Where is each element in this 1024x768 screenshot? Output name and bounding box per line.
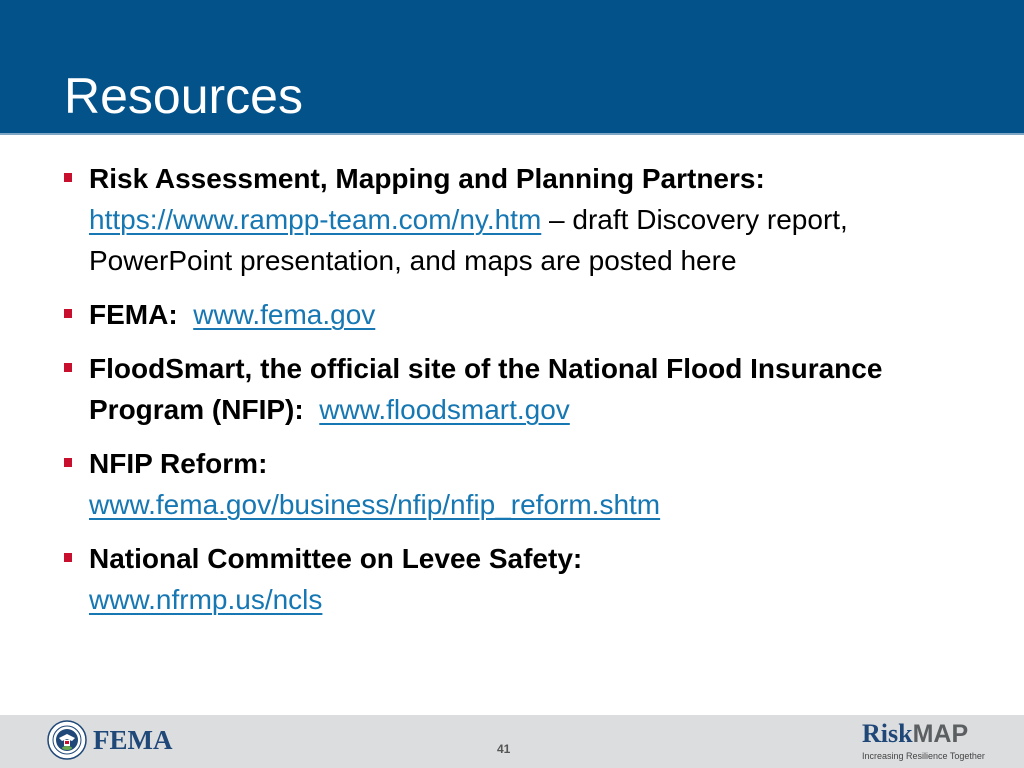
resource-list [62,158,962,620]
item-description: – draft Discovery report, PowerPoint presentation, and maps are posted here [89,204,848,276]
page-number: 41 [497,742,511,756]
square-bullet-icon [64,553,72,562]
square-bullet-icon [64,173,72,182]
dhs-seal-icon [47,720,87,760]
floodsmart-link[interactable]: www.floodsmart.gov [319,394,570,425]
title-bar [0,0,1024,135]
fema-logo [47,720,172,760]
square-bullet-icon [64,363,72,372]
fema-link[interactable]: www.fema.gov [193,299,376,330]
square-bullet-icon [64,309,72,318]
list-item-fema [62,294,962,335]
list-item-rampp [62,158,962,281]
item-label: FloodSmart, the official site of the National Flood Insurance Program (NFIP): [89,353,883,425]
riskmap-wordmark [862,721,977,751]
riskmap-tagline: Increasing Resilience Together [862,751,985,761]
list-item-nfip-reform [62,443,962,525]
slide-title: Resources [64,68,303,124]
item-label: FEMA: [89,299,178,330]
slide-content [62,158,962,633]
item-label: NFIP Reform: [89,448,268,479]
item-label: National Committee on Levee Safety: [89,543,583,574]
item-label: Risk Assessment, Mapping and Planning Partners: [89,163,765,194]
riskmap-risk-text: Risk [862,719,913,748]
fema-wordmark: FEMA [93,724,173,755]
nfip-reform-link[interactable]: www.fema.gov/business/nfip/nfip_reform.shtm [89,489,661,520]
square-bullet-icon [64,458,72,467]
riskmap-map-text: MAP [912,720,969,748]
list-item-floodsmart [62,348,962,430]
list-item-levee-safety [62,538,962,620]
riskmap-logo [862,719,985,761]
ncls-link[interactable]: www.nfrmp.us/ncls [89,584,323,615]
rampp-link[interactable]: https://www.rampp-team.com/ny.htm [89,204,542,235]
